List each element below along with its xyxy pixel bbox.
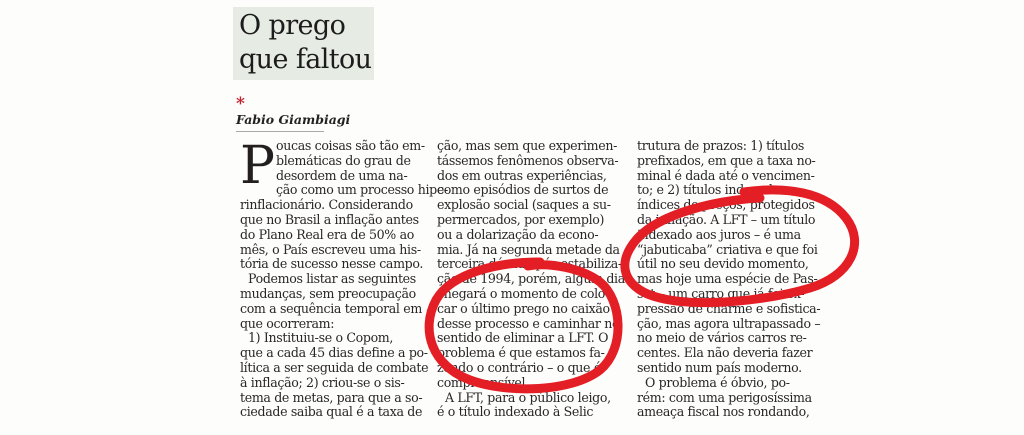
text-line: que ocorreram: [240, 315, 335, 331]
text-line: pressão de charme e sofistica- [637, 300, 821, 316]
drop-cap: P [240, 136, 275, 196]
text-line: explosão social (saques a su- [437, 197, 611, 213]
text-line: chegará o momento de colo- [437, 285, 609, 301]
text-line: desordem de uma na- [276, 167, 408, 183]
text-line: da inflação. A LFT – um título [637, 211, 816, 227]
text-line: mas hoje uma espécie de Pas- [637, 271, 818, 287]
text-line: tássemos fenômenos observa- [437, 152, 619, 168]
text-line: é o título indexado à Selic [437, 404, 594, 420]
text-line: rinflacionário. Considerando [240, 197, 413, 213]
text-line: compreensível. [437, 374, 529, 390]
text-line: terceira década pós-estabiliza- [437, 256, 622, 272]
text-line: mia. Já na segunda metade da [437, 241, 620, 257]
text-column-2 [437, 138, 625, 420]
text-line: permercados, por exemplo) [437, 211, 605, 227]
text-line: tema de metas, para que a so- [240, 389, 423, 405]
text-line: do Plano Real era de 50% ao [240, 226, 414, 242]
text-line: indexado aos juros – é uma [637, 226, 801, 242]
text-line: útil no seu devido momento, [637, 256, 809, 272]
text-line: sat – um carro que já foi ex- [637, 285, 805, 301]
headline-line-2: que faltou [239, 44, 372, 75]
text-column-1 [240, 136, 448, 420]
text-line: dos em outras experiências, [437, 167, 607, 183]
text-line: rém: com uma perigosíssima [637, 389, 812, 405]
text-line: que no Brasil a inflação antes [240, 211, 419, 227]
text-line: tória de sucesso nesse campo. [240, 256, 424, 272]
text-line: Podemos listar as seguintes [248, 271, 416, 287]
text-line: mês, o País escreveu uma his- [240, 241, 421, 257]
text-line: sentido num país moderno. [637, 359, 802, 375]
author-byline: Fabio Giambiagi [236, 112, 351, 127]
headline-box [233, 7, 374, 80]
text-line: com a sequência temporal em [240, 300, 422, 316]
text-line: trutura de prazos: 1) títulos [637, 138, 805, 153]
text-line: como episódios de surtos de [437, 182, 609, 198]
text-line: zendo o contrário – o que é [437, 359, 601, 375]
asterisk-mark: * [236, 94, 245, 114]
byline-divider [236, 131, 324, 132]
text-line: O problema é óbvio, po- [645, 374, 790, 390]
text-column-3 [637, 139, 820, 420]
text-line: ameaça fiscal nos rondando, [637, 404, 810, 420]
text-line: blemáticas do grau de [276, 152, 411, 168]
text-line: ção, mas agora ultrapassado – [637, 315, 821, 331]
text-line: centes. Ela não deveria fazer [637, 345, 813, 361]
headline-line-1: O prego [239, 10, 346, 41]
text-line: à inflação; 2) criou-se o sis- [240, 374, 405, 390]
text-line: ciedade saiba qual é a taxa de [240, 404, 423, 420]
text-line: lítica a ser seguida de combate [240, 359, 429, 375]
text-line: que a cada 45 dias define a po- [240, 345, 428, 361]
text-line: índices de preços, protegidos [637, 197, 815, 213]
text-line: ou a dolarização da econo- [437, 226, 599, 242]
text-line: no meio de vários carros re- [637, 330, 807, 346]
text-line: 1) Instituiu-se o Copom, [248, 330, 394, 346]
text-line: ção, mas sem que experimen- [437, 138, 617, 153]
text-line: ção como um processo hipe- [276, 182, 448, 198]
text-line: A LFT, para o público leigo, [445, 389, 611, 405]
text-line: sentido de eliminar a LFT. O [437, 330, 609, 346]
text-line: “jabuticaba” criativa e que foi [637, 241, 818, 257]
text-line: problema é que estamos fa- [437, 345, 605, 361]
text-line: prefixados, em que a taxa no- [637, 152, 816, 168]
text-line: oucas coisas são tão em- [276, 138, 425, 153]
text-line: car o último prego no caixão [437, 300, 610, 316]
text-line: minal é dada até o vencimen- [637, 167, 815, 183]
text-line: desse processo e caminhar no [437, 315, 620, 331]
text-line: ção de 1994, porém, algum dia [437, 271, 625, 287]
text-line: mudanças, sem preocupação [240, 285, 416, 301]
text-line: to; e 2) títulos indexados a [637, 182, 797, 198]
